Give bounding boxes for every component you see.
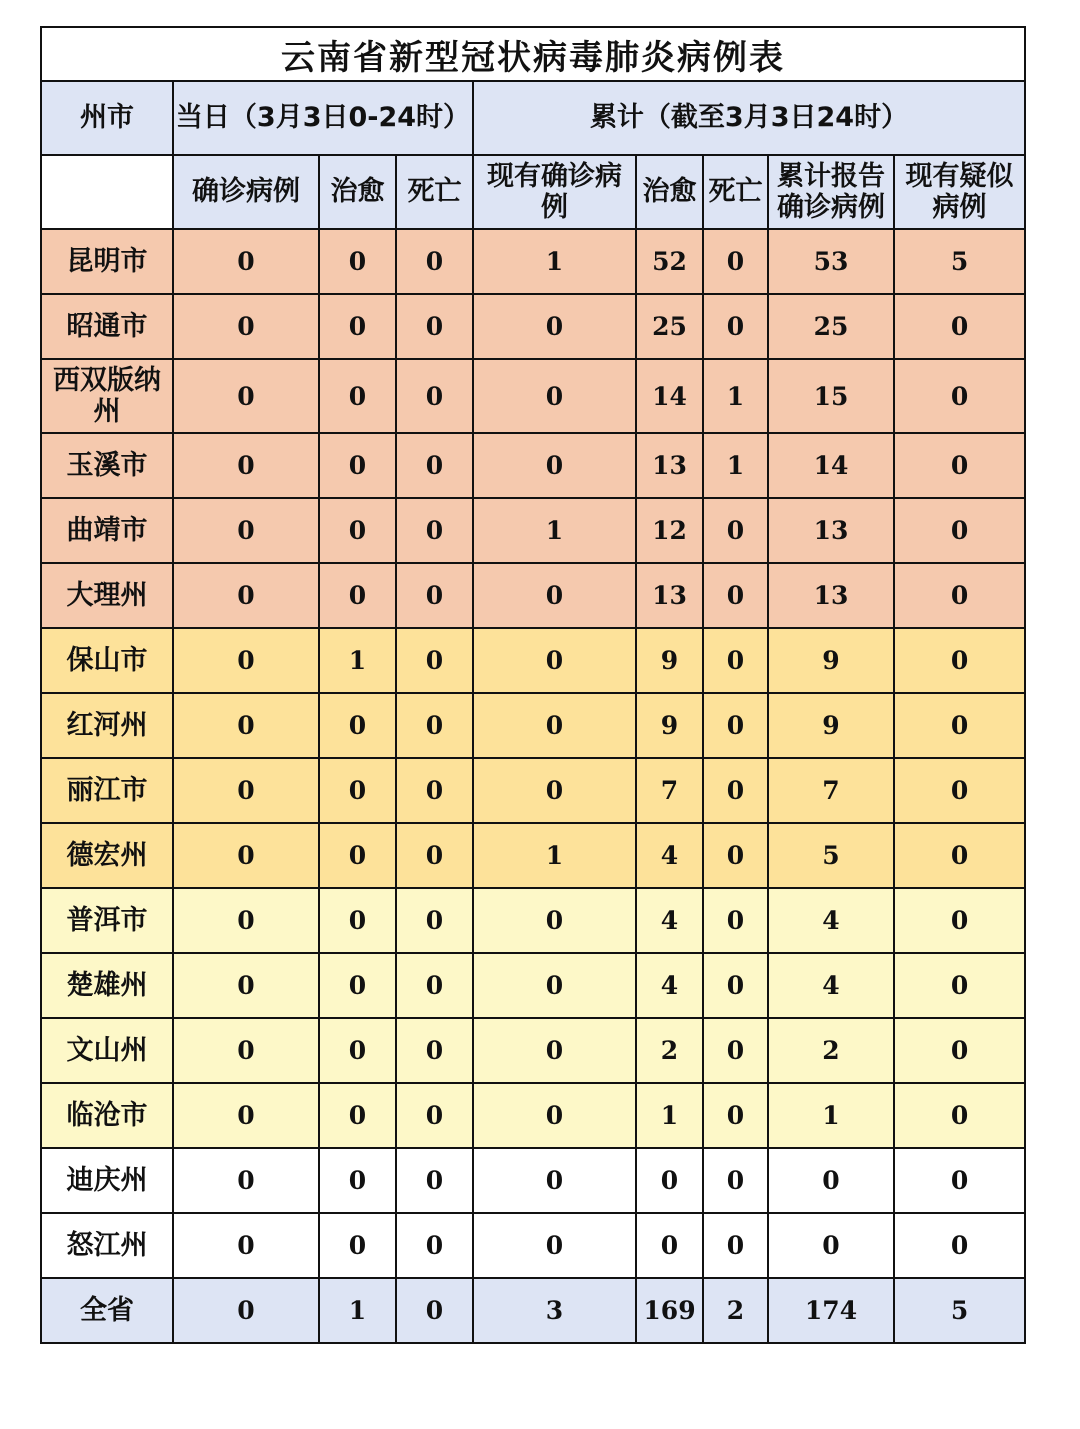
- cell-value: 0: [894, 1083, 1025, 1148]
- cell-value: 0: [173, 433, 319, 498]
- column-header: 累计报告确诊病例: [768, 155, 894, 229]
- cell-value: 0: [703, 294, 768, 359]
- column-header: 治愈: [319, 155, 396, 229]
- region-column-header: 州市: [41, 81, 173, 155]
- table-row: [41, 563, 1025, 628]
- cell-value: 0: [319, 693, 396, 758]
- table-row: [41, 294, 1025, 359]
- cell-value: 0: [473, 758, 636, 823]
- cell-value: 0: [703, 498, 768, 563]
- cell-value: 9: [768, 628, 894, 693]
- cell-value: 0: [894, 628, 1025, 693]
- cell-value: 0: [473, 628, 636, 693]
- cell-value: 0: [396, 693, 473, 758]
- cell-value: 0: [396, 359, 473, 433]
- cell-value: 0: [173, 953, 319, 1018]
- cell-value: 0: [703, 888, 768, 953]
- cell-value: 0: [703, 1213, 768, 1278]
- cell-value: 0: [319, 1018, 396, 1083]
- column-header: 确诊病例: [173, 155, 319, 229]
- cell-value: 13: [636, 563, 703, 628]
- cell-value: 0: [636, 1213, 703, 1278]
- total-label: 全省: [41, 1278, 173, 1343]
- region-name: 曲靖市: [41, 498, 173, 563]
- cell-value: 0: [703, 1083, 768, 1148]
- cell-value: 0: [319, 1083, 396, 1148]
- column-header: 现有疑似病例: [894, 155, 1025, 229]
- cell-value: 0: [703, 628, 768, 693]
- cell-value: 0: [173, 823, 319, 888]
- cell-value: 0: [173, 693, 319, 758]
- cell-value: 7: [636, 758, 703, 823]
- cell-value: 9: [636, 693, 703, 758]
- cell-value: 0: [319, 1213, 396, 1278]
- region-name: 临沧市: [41, 1083, 173, 1148]
- table-row: [41, 229, 1025, 294]
- region-name: 楚雄州: [41, 953, 173, 1018]
- cell-value: 1: [703, 359, 768, 433]
- column-header: 死亡: [703, 155, 768, 229]
- cell-value: 0: [173, 1083, 319, 1148]
- cell-value: 0: [396, 433, 473, 498]
- cell-value: 0: [473, 953, 636, 1018]
- cell-value: 0: [894, 823, 1025, 888]
- cell-value: 4: [768, 953, 894, 1018]
- total-value: 174: [768, 1278, 894, 1343]
- cell-value: 0: [703, 953, 768, 1018]
- cell-value: 0: [703, 563, 768, 628]
- cell-value: 0: [894, 498, 1025, 563]
- cell-value: 0: [173, 1018, 319, 1083]
- cell-value: 0: [396, 229, 473, 294]
- table-row: [41, 693, 1025, 758]
- cell-value: 0: [319, 1148, 396, 1213]
- region-name: 普洱市: [41, 888, 173, 953]
- cell-value: 53: [768, 229, 894, 294]
- cell-value: 2: [636, 1018, 703, 1083]
- cell-value: 0: [703, 693, 768, 758]
- column-header: 死亡: [396, 155, 473, 229]
- column-header: 治愈: [636, 155, 703, 229]
- cell-value: 0: [396, 1148, 473, 1213]
- table-title: 云南省新型冠状病毒肺炎病例表: [41, 27, 1025, 81]
- region-name: 保山市: [41, 628, 173, 693]
- region-name: 迪庆州: [41, 1148, 173, 1213]
- cell-value: 2: [768, 1018, 894, 1083]
- cell-value: 13: [636, 433, 703, 498]
- cell-value: 0: [173, 758, 319, 823]
- cell-value: 9: [768, 693, 894, 758]
- region-name: 大理州: [41, 563, 173, 628]
- total-value: 0: [396, 1278, 473, 1343]
- table-row: [41, 758, 1025, 823]
- cell-value: 0: [473, 433, 636, 498]
- cell-value: 52: [636, 229, 703, 294]
- cell-value: 0: [894, 693, 1025, 758]
- cell-value: 12: [636, 498, 703, 563]
- cell-value: 0: [473, 1083, 636, 1148]
- cell-value: 4: [636, 953, 703, 1018]
- cell-value: 0: [473, 294, 636, 359]
- cell-value: 0: [473, 1148, 636, 1213]
- table-row: [41, 888, 1025, 953]
- cell-value: 9: [636, 628, 703, 693]
- cell-value: 0: [396, 1083, 473, 1148]
- region-name: 丽江市: [41, 758, 173, 823]
- cell-value: 0: [396, 563, 473, 628]
- cell-value: 13: [768, 563, 894, 628]
- cell-value: 0: [894, 1148, 1025, 1213]
- cell-value: 0: [894, 563, 1025, 628]
- cell-value: 0: [396, 498, 473, 563]
- cell-value: 1: [768, 1083, 894, 1148]
- cell-value: 0: [173, 1213, 319, 1278]
- cell-value: 0: [396, 294, 473, 359]
- table-row: [41, 433, 1025, 498]
- cell-value: 0: [319, 888, 396, 953]
- cell-value: 0: [473, 693, 636, 758]
- cell-value: 0: [319, 229, 396, 294]
- region-name: 文山州: [41, 1018, 173, 1083]
- cell-value: 14: [768, 433, 894, 498]
- cell-value: 25: [636, 294, 703, 359]
- cell-value: 0: [319, 294, 396, 359]
- cell-value: 0: [473, 563, 636, 628]
- cell-value: 0: [396, 758, 473, 823]
- region-name: 红河州: [41, 693, 173, 758]
- table-body: [41, 229, 1025, 1278]
- cell-value: 0: [396, 888, 473, 953]
- cell-value: 0: [396, 628, 473, 693]
- cumulative-group-header: 累计（截至3月3日24时）: [473, 81, 1025, 155]
- cell-value: 1: [473, 229, 636, 294]
- cell-value: 0: [319, 953, 396, 1018]
- cell-value: 0: [473, 1213, 636, 1278]
- cell-value: 13: [768, 498, 894, 563]
- cell-value: 1: [636, 1083, 703, 1148]
- table-row: [41, 823, 1025, 888]
- cell-value: 0: [396, 1018, 473, 1083]
- cell-value: 0: [319, 823, 396, 888]
- region-name: 昭通市: [41, 294, 173, 359]
- cell-value: 0: [703, 1148, 768, 1213]
- cell-value: 0: [894, 758, 1025, 823]
- cell-value: 0: [319, 433, 396, 498]
- cell-value: 0: [894, 1213, 1025, 1278]
- cell-value: 0: [473, 888, 636, 953]
- cell-value: 0: [173, 498, 319, 563]
- cell-value: 0: [703, 758, 768, 823]
- cell-value: 0: [173, 628, 319, 693]
- cell-value: 0: [173, 359, 319, 433]
- table-row: [41, 498, 1025, 563]
- table-row: [41, 359, 1025, 433]
- cell-value: 0: [319, 498, 396, 563]
- region-subheader-blank: [41, 155, 173, 229]
- table-row: [41, 1148, 1025, 1213]
- cell-value: 25: [768, 294, 894, 359]
- cell-value: 0: [473, 1018, 636, 1083]
- cell-value: 4: [768, 888, 894, 953]
- cell-value: 5: [768, 823, 894, 888]
- total-value: 5: [894, 1278, 1025, 1343]
- cell-value: 0: [894, 1018, 1025, 1083]
- cell-value: 0: [319, 359, 396, 433]
- column-header: 现有确诊病例: [473, 155, 636, 229]
- cell-value: 0: [894, 359, 1025, 433]
- cell-value: 0: [768, 1213, 894, 1278]
- cell-value: 0: [636, 1148, 703, 1213]
- region-name: 昆明市: [41, 229, 173, 294]
- total-value: 2: [703, 1278, 768, 1343]
- table-row: [41, 953, 1025, 1018]
- cell-value: 0: [768, 1148, 894, 1213]
- cell-value: 1: [473, 823, 636, 888]
- region-name: 西双版纳州: [41, 359, 173, 433]
- cell-value: 4: [636, 823, 703, 888]
- cell-value: 1: [319, 628, 396, 693]
- cell-value: 0: [396, 823, 473, 888]
- cell-value: 0: [894, 953, 1025, 1018]
- daily-group-header: 当日（3月3日0-24时）: [173, 81, 473, 155]
- cell-value: 1: [473, 498, 636, 563]
- cell-value: 0: [894, 888, 1025, 953]
- cell-value: 0: [319, 563, 396, 628]
- region-name: 德宏州: [41, 823, 173, 888]
- region-name: 怒江州: [41, 1213, 173, 1278]
- cell-value: 0: [894, 294, 1025, 359]
- cell-value: 0: [173, 294, 319, 359]
- cell-value: 0: [173, 888, 319, 953]
- cell-value: 0: [173, 229, 319, 294]
- table-row: [41, 1213, 1025, 1278]
- table-row: [41, 1018, 1025, 1083]
- cell-value: 0: [473, 359, 636, 433]
- cell-value: 0: [703, 823, 768, 888]
- total-value: 169: [636, 1278, 703, 1343]
- total-row: [41, 1278, 1025, 1343]
- cell-value: 0: [703, 229, 768, 294]
- total-value: 1: [319, 1278, 396, 1343]
- cell-value: 0: [396, 1213, 473, 1278]
- cell-value: 0: [703, 1018, 768, 1083]
- cell-value: 0: [894, 433, 1025, 498]
- cell-value: 4: [636, 888, 703, 953]
- table-row: [41, 1083, 1025, 1148]
- cell-value: 0: [319, 758, 396, 823]
- total-value: 3: [473, 1278, 636, 1343]
- cell-value: 14: [636, 359, 703, 433]
- cell-value: 7: [768, 758, 894, 823]
- total-value: 0: [173, 1278, 319, 1343]
- cell-value: 0: [173, 1148, 319, 1213]
- cell-value: 5: [894, 229, 1025, 294]
- region-name: 玉溪市: [41, 433, 173, 498]
- cell-value: 0: [173, 563, 319, 628]
- cell-value: 1: [703, 433, 768, 498]
- cell-value: 15: [768, 359, 894, 433]
- table-row: [41, 628, 1025, 693]
- cell-value: 0: [396, 953, 473, 1018]
- case-table: [40, 26, 1026, 1344]
